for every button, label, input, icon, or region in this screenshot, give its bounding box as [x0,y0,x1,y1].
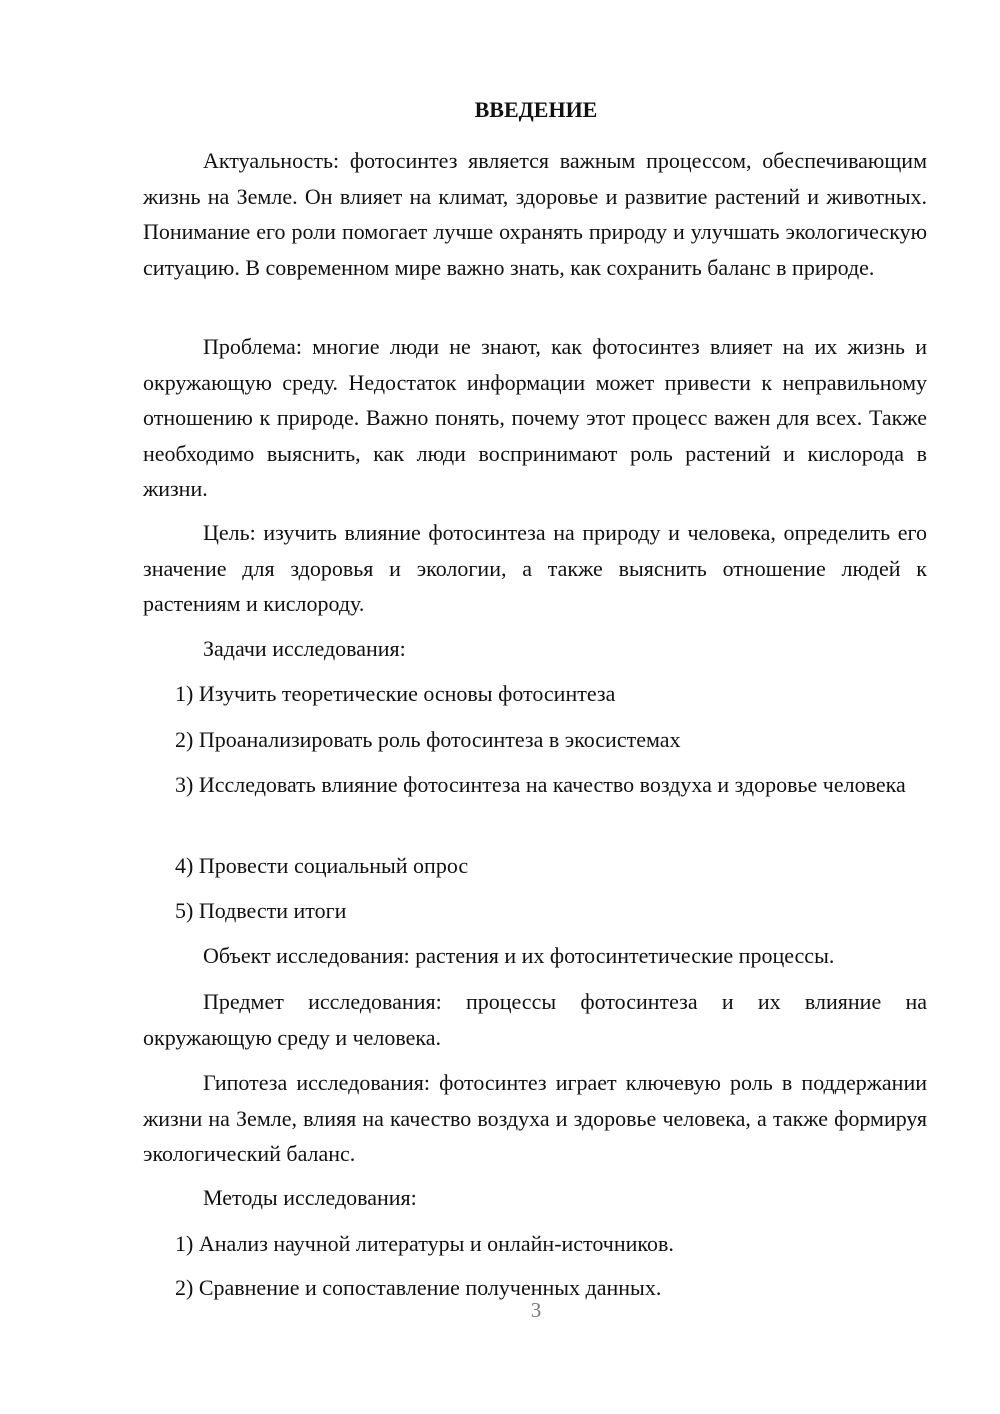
page-title: ВВЕДЕНИЕ [474,97,598,122]
methods-heading: Методы исследования: [203,1185,417,1210]
task-item: 2) Проанализировать роль фотосинтеза в экосистемах [175,727,681,752]
relevance-paragraph: Актуальность: фотосинтез является важным процессом, обеспечивающим жизнь на Земле. Он влияет на климат, здоровье и развитие растений и животных. Понимание его роли помогает лучше охранять природу и улучшать экологическую ситуацию. В современном мире важно знать, как сохранить баланс в природе. [143,148,927,280]
hypothesis-paragraph: Гипотеза исследования: фотосинтез играет ключевую роль в поддержании жизни на Земле, влияя на качество воздуха и здоровье человека, а также формируя экологический баланс. [143,1070,927,1166]
goal-paragraph: Цель: изучить влияние фотосинтеза на природу и человека, определить его значение для здоровья и экологии, а также выяснить отношение людей к растениям и кислороду. [143,520,927,616]
method-item: 1) Анализ научной литературы и онлайн-источников. [175,1231,674,1256]
subject-paragraph: Предмет исследования: процессы фотосинтеза и их влияние на окружающую среду и человека. [143,989,927,1050]
object-paragraph: Объект исследования: растения и их фотосинтетические процессы. [203,943,835,968]
task-item: 4) Провести социальный опрос [175,853,469,878]
task-item: 5) Подвести итоги [175,898,347,923]
page-number: 3 [530,1298,542,1322]
method-item: 2) Сравнение и сопоставление полученных данных. [175,1275,662,1300]
problem-paragraph: Проблема: многие люди не знают, как фотосинтез влияет на их жизнь и окружающую среду. Недостаток информации может привести к неправильному отношению к природе. Важно понять, почему этот процесс важен для всех. Также необходимо выяснить, как люди воспринимают роль растений и кислорода в жизни. [143,334,927,501]
tasks-heading: Задачи исследования: [203,636,406,661]
task-item: 3) Исследовать влияние фотосинтеза на качество воздуха и здоровье человека [175,772,906,797]
task-item: 1) Изучить теоретические основы фотосинтеза [175,681,616,706]
